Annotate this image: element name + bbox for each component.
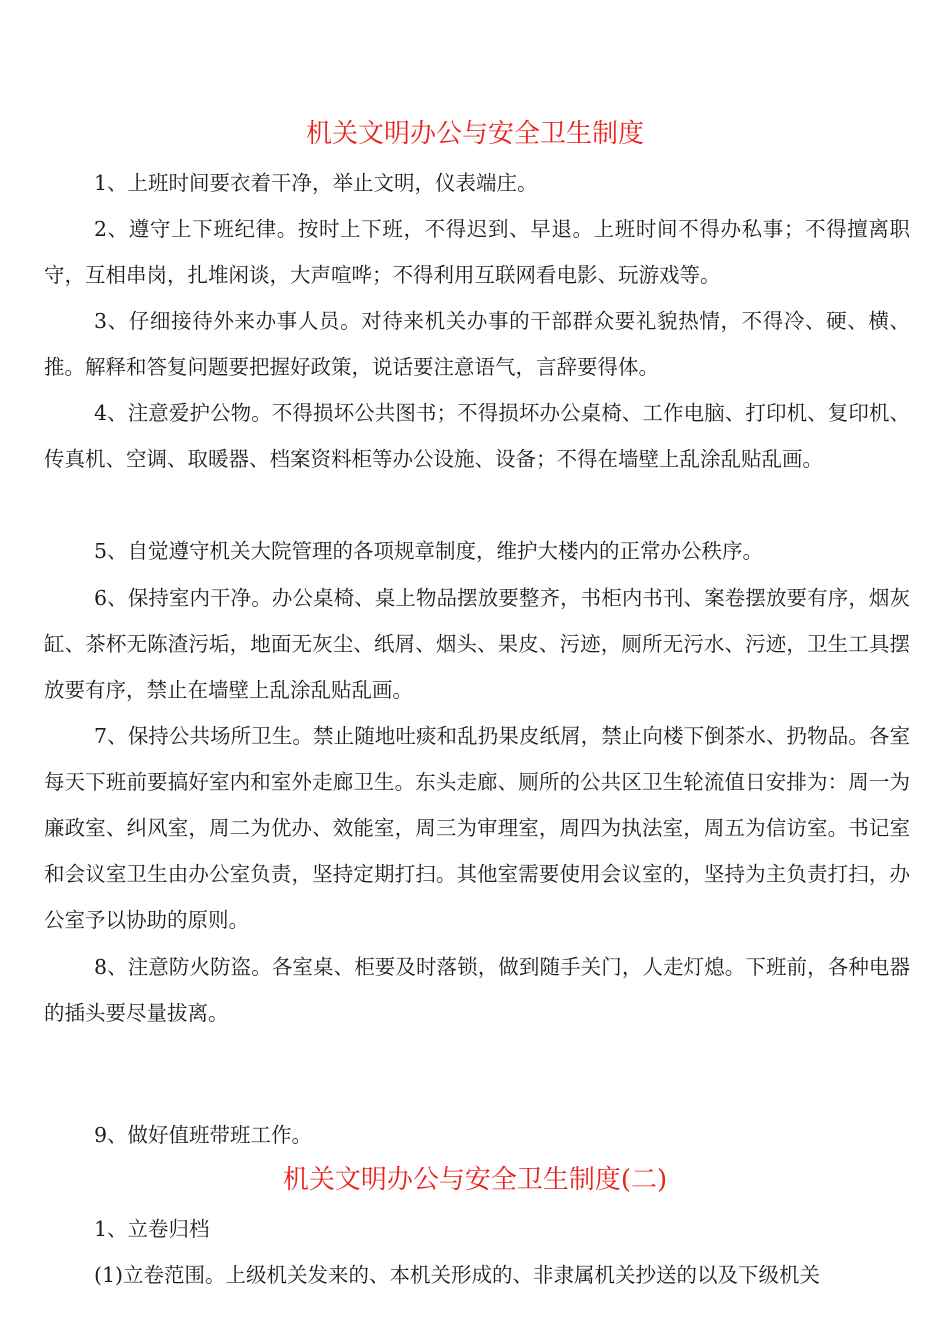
rule-item-2: 2、遵守上下班纪律。按时上下班，不得迟到、早退。上班时间不得办私事；不得擅离职守，互相串岗，扎堆闲谈，大声喧哗；不得利用互联网看电影、玩游戏等。 [44, 217, 910, 287]
section-item: (1)立卷范围。上级机关发来的、本机关形成的、非隶属机关抄送的以及下级机关 [94, 1263, 821, 1287]
section-heading: 1、立卷归档 [94, 1217, 210, 1241]
rule-item-1: 1、上班时间要衣着干净，举止文明，仪表端庄。 [94, 171, 538, 195]
rule-item-8: 8、注意防火防盗。各室桌、柜要及时落锁，做到随手关门，人走灯熄。下班前，各种电器的插头要尽量拔离。 [44, 955, 910, 1025]
rule-item-6: 6、保持室内干净。办公桌椅、桌上物品摆放要整齐，书柜内书刊、案卷摆放要有序，烟灰缸、茶杯无陈渣污垢，地面无灰尘、纸屑、烟头、果皮、污迹，厕所无污水、污迹，卫生工具摆放要有序，禁止在墙壁上乱涂乱贴乱画。 [44, 586, 910, 702]
rule-item-5: 5、自觉遵守机关大院管理的各项规章制度，维护大楼内的正常办公秩序。 [94, 539, 764, 563]
rule-item-3: 3、仔细接待外来办事人员。对待来机关办事的干部群众要礼貌热情，不得冷、硬、横、推。解释和答复问题要把握好政策，说话要注意语气，言辞要得体。 [44, 309, 910, 379]
document-title: 机关文明办公与安全卫生制度 [305, 119, 644, 149]
rule-item-7: 7、保持公共场所卫生。禁止随地吐痰和乱扔果皮纸屑，禁止向楼下倒茶水、扔物品。各室每天下班前要搞好室内和室外走廊卫生。东头走廊、厕所的公共区卫生轮流值日安排为：周一为廉政室、纠风室，周二为优办、效能室，周三为审理室，周四为执法室，周五为信访室。书记室和会议室卫生由办公室负责，坚持定期打扫。其他室需要使用会议室的，坚持为主负责打扫，办公室予以协助的原则。 [44, 724, 910, 932]
rule-item-9: 9、做好值班带班工作。 [94, 1123, 313, 1147]
rule-item-4: 4、注意爱护公物。不得损坏公共图书；不得损坏办公桌椅、工作电脑、打印机、复印机、传真机、空调、取暖器、档案资料柜等办公设施、设备；不得在墙壁上乱涂乱贴乱画。 [44, 401, 910, 471]
document-title-second: 机关文明办公与安全卫生制度(二) [282, 1165, 668, 1195]
